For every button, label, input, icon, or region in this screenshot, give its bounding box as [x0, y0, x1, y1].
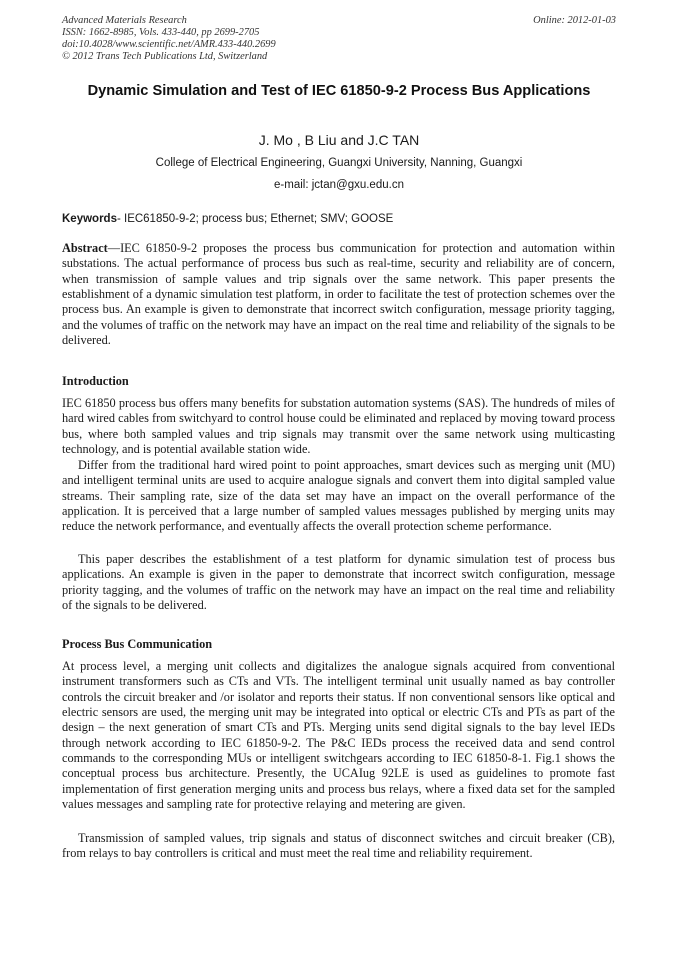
- doi-line: doi:10.4028/www.scientific.net/AMR.433-440.2699: [62, 39, 276, 50]
- intro-paragraph-1: IEC 61850 process bus offers many benefits for substation automation systems (SAS). The hundreds of miles of hard wired cables from switchyard to control house could be eliminated and replaced by moving toward process bus, where both sampled values and trip signals may transmit over the same network using multicasting technology, and is potential available station wide.: [62, 396, 615, 457]
- issn-line: ISSN: 1662-8985, Vols. 433-440, pp 2699-2705: [62, 27, 260, 38]
- section-heading-introduction: Introduction: [62, 374, 129, 388]
- authors: J. Mo , B Liu and J.C TAN: [258, 132, 420, 148]
- journal-name: Advanced Materials Research: [62, 15, 187, 26]
- affiliation: College of Electrical Engineering, Guangxi University, Nanning, Guangxi: [155, 157, 523, 169]
- email: e-mail: jctan@gxu.edu.cn: [274, 179, 404, 191]
- section-heading-process-bus: Process Bus Communication: [62, 637, 213, 651]
- abstract: [62, 241, 615, 348]
- keywords: [62, 212, 616, 227]
- process-bus-paragraph-1: At process level, a merging unit collects and digitalizes the analogue signals acquired from conventional instrument transformers such as CTs and VTs. The intelligent terminal unit usually named as bay controller controls the circuit breaker and /or isolator and reports their status. If non conventional sensors like optical and electric sensors are used, the merging unit may be integrated into optical or electric CTs and PTs as part of the design – the next generation of smart CTs and PTs. Merging units send digital signals to the bay level IEDs through network according to IEC 61850-9-2. The P&C IEDs process the received data and send control commands to the corresponding MUs or intelligent switchgears according to IEC 61850-8-1. Fig.1 shows the conceptual process bus architecture. Presently, the UCAIug 92LE is used as guidelines to promote fast implementation of first generation merging units and process bus relays, where a fixed data set for the sampled values messages and sampling rate for protective relaying and metering are given.: [62, 659, 615, 812]
- keywords-text: - IEC61850-9-2; process bus; Ethernet; SMV; GOOSE: [116, 213, 394, 225]
- copyright-line: © 2012 Trans Tech Publications Ltd, Switzerland: [62, 51, 268, 62]
- abstract-label: Abstract: [62, 241, 108, 255]
- paper-title: Dynamic Simulation and Test of IEC 61850-9-2 Process Bus Applications: [87, 83, 591, 99]
- online-date: Online: 2012-01-03: [533, 15, 616, 26]
- journal-header: [62, 15, 616, 63]
- intro-paragraph-3: This paper describes the establishment of a test platform for dynamic simulation test of process bus applications. An example is given in the paper to demonstrate that incorrect switch configuration, message priority tagging, and the volumes of traffic on the network may have an impact on the real time and reliability of the signals to be delivered.: [62, 552, 615, 613]
- keywords-label: Keywords: [62, 213, 117, 225]
- process-bus-paragraph-2: Transmission of sampled values, trip signals and status of disconnect switches and circuit breaker (CB), from relays to bay controllers is critical and must meet the real time and reliability requirement.: [62, 831, 615, 861]
- abstract-text: —IEC 61850-9-2 proposes the process bus communication for protection and automation within substations. The actual performance of process bus such as real-time, security and reliability are of concern, when transmission of sample values and trip signals over the same network. This paper presents the establishment of a dynamic simulation test platform, in order to facilitate the test of protection schemes over the process bus. An example is given to demonstrate that incorrect switch configuration, message priority tagging, and the volumes of traffic on the network may have an impact on the real time and reliability of the signals to be delivered.: [62, 241, 615, 348]
- intro-paragraph-2: Differ from the traditional hard wired point to point approaches, smart devices such as merging unit (MU) and intelligent terminal units are used to acquire analogue signals and convert them into digital sampled value streams. Their sampling rate, size of the data set may have an impact on the overall performance of the application. It is perceived that a large number of sampled values messages published by merging units may reduce the network performance, and eventually affects the overall protection scheme performance.: [62, 458, 615, 534]
